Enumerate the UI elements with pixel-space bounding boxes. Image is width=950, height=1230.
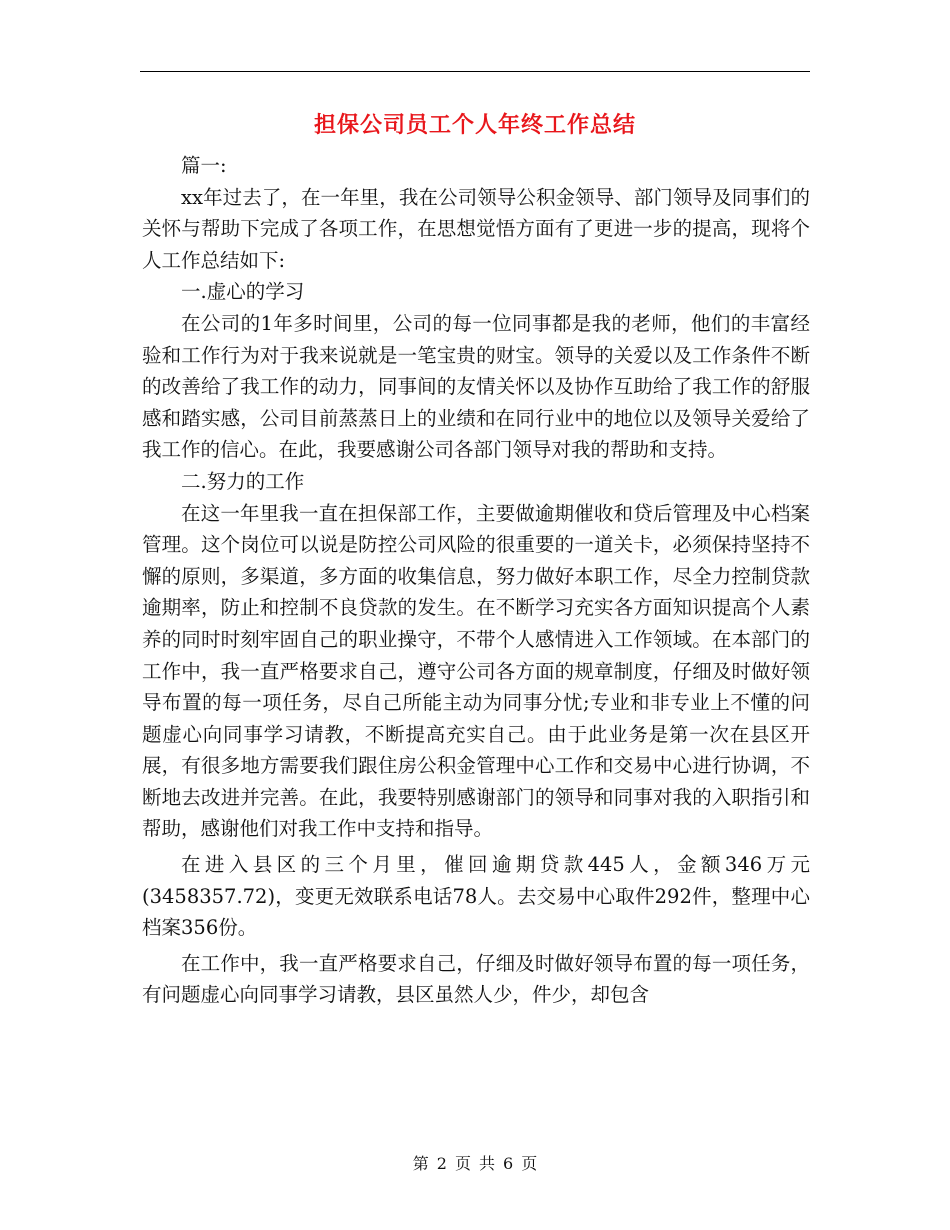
intro-paragraph: xx年过去了，在一年里，我在公司领导公积金领导、部门领导及同事们的关怀与帮助下完成了各项工作，在思想觉悟方面有了更进一步的提高，现将个人工作总结如下: <box>142 185 810 272</box>
document-body <box>142 150 810 1011</box>
footer-page-word: 页 <box>454 1154 471 1173</box>
section-heading-learning: 一.虚心的学习 <box>181 280 305 304</box>
learning-paragraph: 在公司的1年多时间里，公司的每一位同事都是我的老师，他们的丰富经验和工作行为对于我来说就是一笔宝贵的财宝。领导的关爱以及工作条件不断的改善给了我工作的动力，同事间的友情关怀以及协作互助给了我工作的舒服感和踏实感，公司目前蒸蒸日上的业绩和在同行业中的地位以及领导关爱给了我工作的信心。在此，我要感谢公司各部门领导对我的帮助和支持。 <box>142 311 810 462</box>
section-label: 篇一: <box>181 154 227 177</box>
footer-current-page: 2 <box>436 1154 447 1173</box>
section-heading-work: 二.努力的工作 <box>181 469 305 493</box>
document-title: 担保公司员工个人年终工作总结 <box>313 113 636 138</box>
closing-paragraph: 在工作中，我一直严格要求自己，仔细及时做好领导布置的每一项任务，有问题虚心向同事学习请教，县区虽然人少，件少，却包含 <box>142 951 810 1007</box>
footer-prefix: 第 <box>412 1154 429 1173</box>
page-footer <box>0 1152 950 1176</box>
footer-total-pages: 6 <box>503 1154 514 1173</box>
work-paragraph: 在这一年里我一直在担保部工作，主要做逾期催收和贷后管理及中心档案管理。这个岗位可以说是防控公司风险的很重要的一道关卡，必须保持坚持不懈的原则，多渠道，多方面的收集信息，努力做好本职工作，尽全力控制贷款逾期率，防止和控制不良贷款的发生。在不断学习充实各方面知识提高个人素养的同时时刻牢固自己的职业操守，不带个人感情进入工作领域。在本部门的工作中，我一直严格要求自己，遵守公司各方面的规章制度，仔细及时做好领导布置的每一项任务，尽自己所能主动为同事分忧;专业和非专业上不懂的问题虚心向同事学习请教，不断提高充实自己。由于此业务是第一次在县区开展，有很多地方需要我们跟住房公积金管理中心工作和交易中心进行协调，不断地去改进并完善。在此，我要特别感谢部门的领导和同事对我的入职指引和帮助，感谢他们对我工作中支持和指导。 <box>142 501 810 841</box>
footer-total-prefix: 共 <box>479 1154 496 1173</box>
header-rule <box>140 71 810 72</box>
footer-suffix: 页 <box>521 1154 538 1173</box>
stats-paragraph: 在进入县区的三个月里，催回逾期贷款445人，金额346万元(3458357.72)，变更无效联系电话78人。去交易中心取件292件，整理中心档案356份。 <box>142 853 810 940</box>
